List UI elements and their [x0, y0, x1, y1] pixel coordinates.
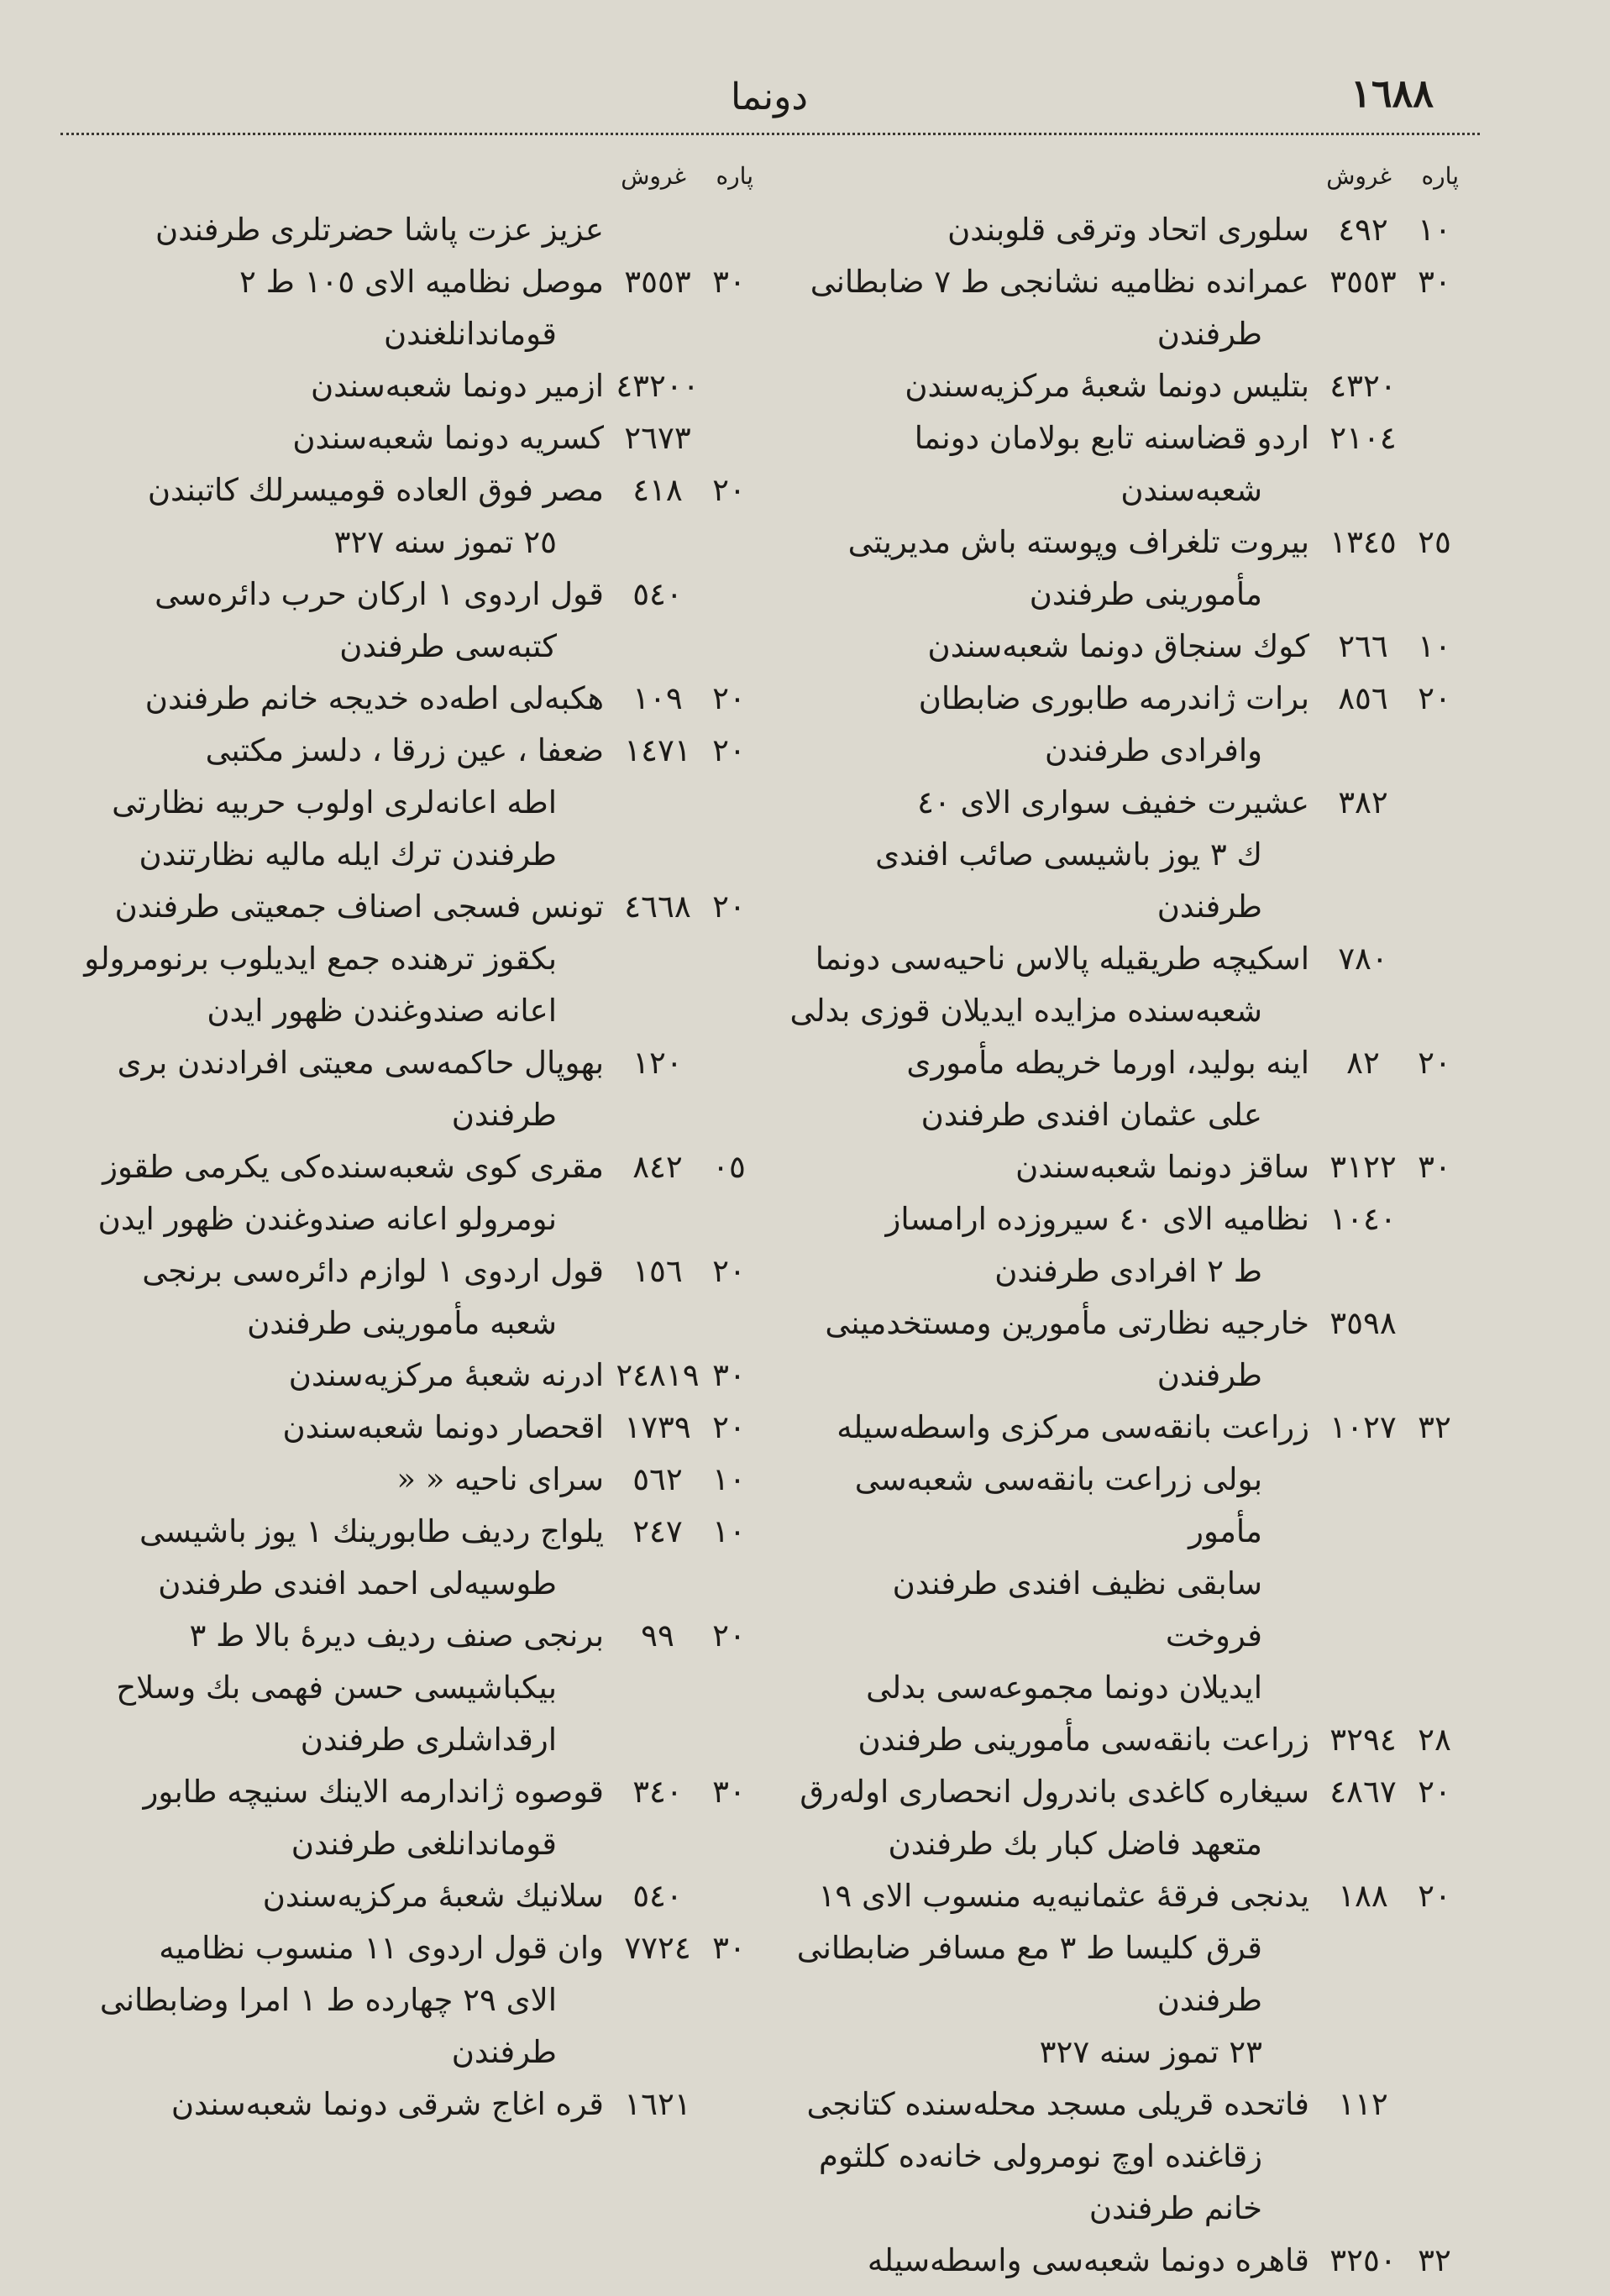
ledger-entry	[56, 1922, 753, 1974]
entry-continuation	[787, 1558, 1459, 1662]
entry-kurus: ٥٤٠	[632, 1878, 683, 1914]
entry-text: کتبه‌سی طرفندن	[339, 628, 557, 664]
entry-kurus: ٤٣٢٠	[1329, 368, 1397, 404]
heading-kurus: غروش	[1326, 162, 1392, 190]
entry-para: ٢٥	[1418, 524, 1451, 560]
entry-continuation	[56, 1714, 753, 1766]
entry-text: سلانیك شعبۀ مرکزیه‌سندن	[262, 1878, 604, 1914]
entry-para: ٣٠	[712, 1930, 746, 1966]
left-column	[56, 155, 753, 2131]
entry-continuation	[787, 464, 1459, 516]
entry-continuation	[787, 2131, 1459, 2183]
entry-kurus: ١٧٣٩	[624, 1409, 691, 1445]
entry-continuation	[787, 1818, 1459, 1870]
entry-text: اعانه صندوغندن ظهور ایدن	[207, 993, 557, 1029]
entry-kurus: ٢٤٨١٩	[616, 1357, 700, 1393]
entry-kurus: ٣٢٥٠	[1329, 2242, 1397, 2278]
ledger-entry	[56, 881, 753, 933]
entry-kurus: ٥٦٢	[632, 1461, 683, 1497]
entry-kurus: ٨٢	[1346, 1045, 1380, 1081]
entry-text: ساقز دونما شعبه‌سندن	[1015, 1149, 1309, 1185]
entry-kurus: ٤٦٦٨	[624, 889, 691, 925]
entry-continuation	[56, 2026, 753, 2078]
entry-para: ٠٥	[712, 1149, 746, 1185]
entry-text: مقری کوی شعبه‌سنده‌کی یکرمی طقوز	[102, 1149, 604, 1185]
ledger-entry	[787, 1766, 1459, 1818]
entry-kurus: ٤١٨	[632, 472, 683, 508]
entry-text: عشیرت خفیف سواری الای ٤٠	[917, 784, 1309, 820]
entry-continuation	[787, 2026, 1459, 2078]
entry-text: اسکیچه طریقیله پالاس ناحیه‌سی دونما	[815, 941, 1309, 977]
ledger-entry	[787, 673, 1459, 725]
entry-para: ٢٠	[1418, 680, 1451, 716]
ledger-entry	[787, 1870, 1459, 1922]
entry-continuation	[56, 777, 753, 829]
entry-continuation	[787, 1454, 1459, 1558]
entry-continuation	[787, 1974, 1459, 2026]
ledger-entry	[56, 1245, 753, 1297]
entry-text: متعهد فاضل کبار بك طرفندن	[888, 1826, 1262, 1862]
entry-kurus: ٢١٠٤	[1329, 420, 1397, 456]
ledger-entry	[56, 1766, 753, 1818]
entry-kurus: ٧٨٠	[1338, 941, 1388, 977]
entry-text: قره اغاج شرقی دونما شعبه‌سندن	[170, 2086, 604, 2122]
ledger-entry	[787, 1193, 1459, 1245]
column-heading	[56, 155, 753, 204]
entry-kurus: ٣٥٥٣	[1329, 264, 1397, 300]
ledger-entry	[56, 569, 753, 621]
entry-continuation	[56, 1818, 753, 1870]
entry-kurus: ٤٣٢٠٠	[616, 368, 700, 404]
entry-text: ط ٢ افرادی طرفندن	[994, 1253, 1262, 1289]
entry-text: تونس فسجی اصناف جمعیتی طرفندن	[114, 889, 604, 925]
entry-continuation	[56, 1297, 753, 1350]
entry-para: ٢٠	[712, 680, 746, 716]
ledger-entry	[56, 725, 753, 777]
entry-continuation	[56, 1974, 753, 2026]
entry-continuation	[787, 1662, 1459, 1714]
entry-text: عمرانده نظامیه نشانجی ط ٧ ضابطانی	[810, 264, 1309, 300]
entry-continuation	[787, 1350, 1459, 1402]
entry-text: بیکباشیسی حسن فهمی بك وسلاح	[116, 1670, 557, 1706]
entry-kurus: ١٣٤٥	[1329, 524, 1397, 560]
ledger-entry	[787, 777, 1459, 829]
entry-text: موصل نظامیه الای ١٠٥ ط ٢	[239, 264, 604, 300]
entry-kurus: ٢٦٧٣	[624, 420, 691, 456]
entry-continuation	[787, 985, 1459, 1037]
entry-continuation	[787, 569, 1459, 621]
entry-para: ٢٠	[1418, 1774, 1451, 1810]
entry-continuation	[787, 308, 1459, 360]
entry-kurus: ٨٤٢	[632, 1149, 683, 1185]
ledger-entry	[787, 1141, 1459, 1193]
entry-text: شعبه‌سنده مزایده ایدیلان قوزی بدلی	[789, 993, 1262, 1029]
entry-para: ٢٠	[712, 472, 746, 508]
entry-continuation	[56, 516, 753, 569]
ledger-entry	[787, 2235, 1459, 2287]
entry-para: ٣٠	[712, 1357, 746, 1393]
entry-text: طرفندن	[451, 1097, 557, 1133]
ledger-entry	[56, 1870, 753, 1922]
entry-continuation	[56, 1558, 753, 1610]
entry-kurus: ٢٦٦	[1338, 628, 1388, 664]
entry-text: طرفندن	[1156, 316, 1262, 352]
ledger-entry	[56, 673, 753, 725]
ledger-entry	[56, 464, 753, 516]
entry-text: یلواج ردیف طابورینك ١ یوز باشیسی	[139, 1513, 604, 1549]
entry-text: یدنجی فرقۀ عثمانیه‌یه منسوب الای ١٩	[818, 1878, 1309, 1914]
entry-text: بهوپال حاکمه‌سی معیتی افرادندن بری	[117, 1045, 604, 1081]
entry-text: ارقداشلری طرفندن	[300, 1722, 557, 1758]
page-title: دونما	[731, 76, 808, 118]
entry-text: مأمورینی طرفندن	[1029, 576, 1262, 612]
entry-text: طرفندن ترك ایله مالیه نظارتندن	[139, 836, 557, 873]
entry-text: سیغاره کاغدی باندرول انحصاری اولەرق	[800, 1774, 1309, 1810]
entry-kurus: ١١٢	[1338, 2086, 1388, 2122]
entry-text: زراعت بانقه‌سی مرکزی واسطه‌سیله	[836, 1409, 1309, 1445]
entry-kurus: ٥٤٠	[632, 576, 683, 612]
entry-para: ٢٠	[712, 1253, 746, 1289]
ledger-entry	[787, 1297, 1459, 1350]
entry-para: ٢٠	[712, 1617, 746, 1654]
ledger-entry	[787, 1714, 1459, 1766]
entry-kurus: ٣٥٩٨	[1329, 1305, 1397, 1341]
entry-text: ادرنه شعبۀ مرکزیه‌سندن	[288, 1357, 604, 1393]
entry-para: ١٠	[1418, 212, 1451, 248]
ledger-entry	[787, 256, 1459, 308]
entry-kurus: ٣٤٠	[632, 1774, 683, 1810]
entry-kurus: ٤٨٦٧	[1329, 1774, 1397, 1810]
heading-kurus: غروش	[621, 162, 686, 190]
entry-text: برنجی صنف ردیف دیرۀ بالا ط ٣	[189, 1617, 604, 1654]
entry-text: بکقوز ترهنده جمع ایدیلوب برنومرولو	[84, 941, 557, 977]
entry-para: ٣٠	[1418, 264, 1451, 300]
ledger-entry	[56, 1037, 753, 1089]
entry-kurus: ٢٤٧	[632, 1513, 683, 1549]
entry-para: ٢٠	[712, 1409, 746, 1445]
entry-text: وافرادی طرفندن	[1044, 732, 1262, 768]
entry-text: طرفندن	[451, 2034, 557, 2070]
entry-text: ٢٣ تموز سنه ٣٢٧	[1039, 2034, 1262, 2070]
entry-text: طرفندن	[1156, 1357, 1262, 1393]
ledger-entry	[56, 1610, 753, 1662]
entry-text: عزیز عزت پاشا حضرتلری طرفندن	[155, 212, 604, 248]
entry-kurus: ٤٩٢	[1338, 212, 1388, 248]
entry-continuation	[56, 308, 753, 360]
ledger-entry	[787, 516, 1459, 569]
entry-text: زراعت بانقه‌سی مأمورینی طرفندن	[857, 1722, 1309, 1758]
ledger-entry	[56, 412, 753, 464]
entry-text: ازمیر دونما شعبه‌سندن	[311, 368, 604, 404]
entry-text: سرای ناحیه « «	[396, 1461, 604, 1497]
entry-kurus: ٣٥٥٣	[624, 264, 691, 300]
ledger-entry	[56, 256, 753, 308]
ledger-entry	[56, 1454, 753, 1506]
entry-continuation	[56, 621, 753, 673]
ledger-entry	[56, 1402, 753, 1454]
entry-para: ١٠	[712, 1461, 746, 1497]
entry-text: قرق کلیسا ط ٣ مع مسافر ضابطانی	[796, 1930, 1262, 1966]
entry-para: ١٠	[1418, 628, 1451, 664]
entry-text: شعبه‌سندن	[1120, 472, 1262, 508]
column-heading	[787, 155, 1459, 204]
entry-continuation	[56, 1193, 753, 1245]
entry-text: سابقی نظیف افندی طرفندن فروخت	[892, 1565, 1262, 1654]
ledger-entry	[787, 621, 1459, 673]
entry-text: قوصوه ژاندارمه الاینك سنیچه طابور	[143, 1774, 604, 1810]
ledger-entry	[787, 204, 1459, 256]
ledger-entry	[56, 204, 753, 256]
entry-text: طوسیه‌لی احمد افندی طرفندن	[158, 1565, 557, 1601]
entry-para: ٢٠	[712, 889, 746, 925]
entry-para: ٢٠	[1418, 1045, 1451, 1081]
entry-text: ك ٣ یوز باشیسی صائب افندی طرفندن	[875, 836, 1262, 925]
ledger-entry	[787, 1037, 1459, 1089]
entry-kurus: ١٠٩	[632, 680, 683, 716]
entry-text: فاتحده قریلی مسجد محله‌سنده کتانجی	[806, 2086, 1309, 2122]
entry-text: برات ژاندرمه طابوری ضابطان	[918, 680, 1309, 716]
entry-kurus: ٩٩	[641, 1617, 674, 1654]
entry-kurus: ١٠٢٧	[1329, 1409, 1397, 1445]
entry-text: مصر فوق العاده قومیسرلك کاتبندن	[147, 472, 604, 508]
entry-text: اطه اعانه‌لری اولوب حربیه نظارتی	[112, 784, 557, 820]
entry-text: اینه بولید، اورما خریطه مأموری	[906, 1045, 1309, 1081]
ledger-entry	[56, 360, 753, 412]
entry-para: ٣٢	[1418, 1409, 1451, 1445]
heading-para: پاره	[1421, 162, 1459, 190]
heading-para: پاره	[716, 162, 753, 190]
entry-continuation	[787, 1245, 1459, 1297]
entry-para: ٢٠	[1418, 1878, 1451, 1914]
entry-continuation	[56, 1662, 753, 1714]
entry-continuation	[787, 1089, 1459, 1141]
entry-kurus: ١٨٨	[1338, 1878, 1388, 1914]
entry-text: قوماندانلغی طرفندن	[291, 1826, 557, 1862]
entry-text: ٢٥ تموز سنه ٣٢٧	[333, 524, 557, 560]
entry-continuation	[787, 829, 1459, 933]
ledger-entry	[787, 412, 1459, 464]
entry-text: علی عثمان افندی طرفندن	[920, 1097, 1262, 1133]
entry-text: هکبه‌لی اطه‌ده خدیجه خانم طرفندن	[144, 680, 604, 716]
entry-text: اقحصار دونما شعبه‌سندن	[282, 1409, 604, 1445]
entry-para: ١٠	[712, 1513, 746, 1549]
entry-para: ٢٨	[1418, 1722, 1451, 1758]
entry-continuation	[787, 725, 1459, 777]
entry-text: نومرولو اعانه صندوغندن ظهور ایدن	[97, 1201, 557, 1237]
entry-text: الای ٢٩ چهارده ط ١ امرا وضابطانی	[99, 1982, 557, 2018]
entry-para: ٢٠	[712, 732, 746, 768]
entry-kurus: ١٢٠	[632, 1045, 683, 1081]
entry-text: کوك سنجاق دونما شعبه‌سندن	[927, 628, 1309, 664]
entry-kurus: ٨٥٦	[1338, 680, 1388, 716]
ledger-entry	[787, 933, 1459, 985]
entry-para: ٣٢	[1418, 2242, 1451, 2278]
ledger-entry	[56, 2078, 753, 2131]
entry-text: قوماندانلغندن	[383, 316, 557, 352]
entry-kurus: ١٥٦	[632, 1253, 683, 1289]
entry-kurus: ٣١٢٢	[1329, 1149, 1397, 1185]
entry-kurus: ٣٨٢	[1338, 784, 1388, 820]
entry-text: اردو قضاسنه تابع بولامان دونما	[914, 420, 1309, 456]
entry-text: سلوری اتحاد وترقی قلوبندن	[947, 212, 1309, 248]
entry-text: قول اردوی ١ لوازم دائره‌سی برنجی	[142, 1253, 604, 1289]
entry-continuation	[56, 933, 753, 985]
entry-text: بولی زراعت بانقه‌سی شعبه‌سی مأمور	[854, 1461, 1262, 1549]
entry-para: ٣٠	[712, 264, 746, 300]
entry-para: ٣٠	[1418, 1149, 1451, 1185]
entry-para: ٣٠	[712, 1774, 746, 1810]
entry-continuation	[787, 2183, 1459, 2235]
ledger-entry	[56, 1506, 753, 1558]
entry-text: قول اردوی ١ ارکان حرب دائره‌سی	[155, 576, 604, 612]
ledger-entry	[787, 2078, 1459, 2131]
ledger-entry	[56, 1141, 753, 1193]
entry-kurus: ١٠٤٠	[1329, 1201, 1397, 1237]
entry-continuation	[56, 985, 753, 1037]
entry-text: بیروت تلغراف وپوسته باش مدیریتی	[847, 524, 1309, 560]
ledger-entry	[787, 1402, 1459, 1454]
entry-text: ایدیلان دونما مجموعه‌سی بدلی	[866, 1670, 1262, 1706]
entry-continuation	[56, 829, 753, 881]
entry-kurus: ٧٧٢٤	[624, 1930, 691, 1966]
entry-text: زقاغنده اوچ نومرولی خانه‌ده کلثوم	[818, 2138, 1262, 2174]
entry-text: ضعفا ، عین زرقا ، دلسز مکتبی	[205, 732, 604, 768]
entry-kurus: ٣٢٩٤	[1329, 1722, 1397, 1758]
entry-text: شعبه مأمورینی طرفندن	[247, 1305, 557, 1341]
entry-continuation	[56, 1089, 753, 1141]
entry-continuation	[787, 1922, 1459, 1974]
ledger-entry	[56, 1350, 753, 1402]
right-column	[787, 155, 1459, 2287]
page-number: ١٦٨٨	[1350, 71, 1434, 116]
entry-text: نظامیه الای ٤٠ سیروزده ارامساز	[885, 1201, 1309, 1237]
ledger-entry	[787, 360, 1459, 412]
entry-text: وان قول اردوی ١١ منسوب نظامیه	[159, 1930, 604, 1966]
entry-text: بتلیس دونما شعبۀ مرکزیه‌سندن	[905, 368, 1309, 404]
entry-text: کسریه دونما شعبه‌سندن	[292, 420, 604, 456]
entry-text: خارجیه نظارتی مأمورین ومستخدمینی	[825, 1305, 1309, 1341]
entry-text: قاهره دونما شعبه‌سی واسطه‌سیله	[867, 2242, 1309, 2278]
entry-kurus: ١٤٧١	[624, 732, 691, 768]
entry-text: خانم طرفندن	[1088, 2190, 1262, 2226]
entry-text: طرفندن	[1156, 1982, 1262, 2018]
entry-kurus: ١٦٢١	[624, 2086, 691, 2122]
header-divider	[60, 133, 1480, 135]
